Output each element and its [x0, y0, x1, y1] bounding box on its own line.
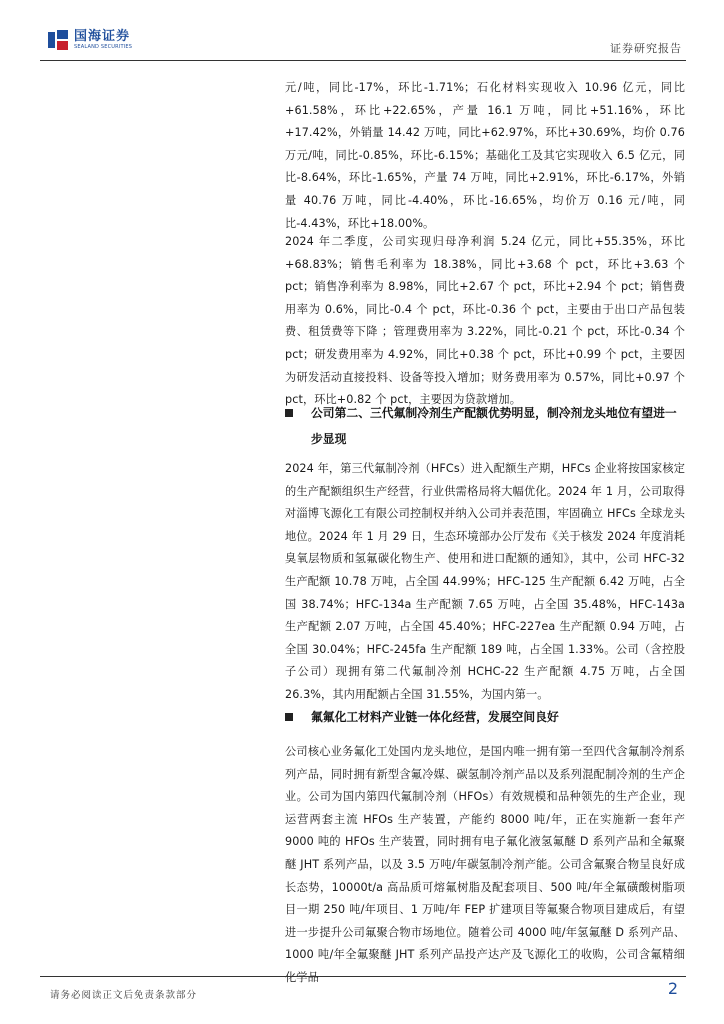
section-heading-chain: [285, 704, 685, 730]
paragraph-block-3: [285, 458, 685, 707]
logo-mark-icon: [48, 30, 68, 50]
paragraph-q2-profit: 2024 年二季度，公司实现归母净利润 5.24 亿元，同比+55.35%，环比+68.83%；销售毛利率为 18.38%，同比+3.68 个 pct，环比+3.63 个 pct；销售净利率为 8.98%，同比+2.67 个 pct，环比+2.94 个 pct；销售费用率为 0.6%，同比-0.4 个 pct，环比-0.36 个 pct，主要由于出口产品包装费、租赁费等下降 ；管理费用率为 3.22%，同比-0.21 个 pct，环比-0.34 个 pct；研发费用率为 4.92%，同比+0.38 个 pct，环比+0.99 个 pct，主要因为研发活动直接投料、设备等投入增加；财务费用率为 0.57%，同比+0.97 个 pct，环比+0.82 个 pct，主要因为贷款增加。: [285, 235, 685, 407]
company-logo: [48, 30, 132, 50]
footer-disclaimer: 请务必阅读正文后免责条款部分: [50, 990, 198, 1001]
logo-name-cn: 国海证券: [74, 29, 131, 44]
paragraph-segment-revenue: 元/吨，同比-17%，环比-1.71%；石化材料实现收入 10.96 亿元，同比+61.58%，环比+22.65%，产量 16.1 万吨，同比+51.16%，环比+17.42%，外销量 14.42 万吨，同比+62.97%，环比+30.69%，均价 0.76 万元/吨，同比-0.85%，环比-6.15%；基础化工及其它实现收入 6.5 亿元，同比-8.64%，环比-1.65%，产量 74 万吨，同比+2.91%，环比-6.17%，外销量 40.76 万吨，同比-4.40%，环比-16.65%，均价万 0.16 元/吨，同比-4.43%，环比+18.00%。: [285, 81, 685, 230]
bullet-square-icon: [285, 713, 293, 721]
page-footer: [40, 976, 686, 1013]
logo-name-en: SEALAND SECURITIES: [74, 44, 133, 50]
bullet-square-icon: [285, 409, 293, 417]
report-type-label: 证券研究报告: [610, 42, 682, 55]
section-heading-quota: [285, 400, 685, 452]
paragraph-refrigerant-quota: 2024 年，第三代氟制冷剂（HFCs）进入配额生产期，HFCs 企业将按国家核定的生产配额组织生产经营，行业供需格局将大幅优化。2024 年 1 月，公司取得对淄博飞源化工有限公司控制权并纳入公司并表范围，牢固确立 HFCs 全球龙头地位。2024 年 1 月 29 日，生态环境部办公厅发布《关于核发 2024 年度消耗臭氧层物质和氢氟碳化物生产、使用和进口配额的通知》，其中，公司 HFC-32 生产配额 10.78 万吨，占全国 44.99%；HFC-125 生产配额 6.42 万吨，占全国 38.74%；HFC-134a 生产配额 7.65 万吨，占全国 35.48%，HFC-143a 生产配额 2.07 万吨，占全国 45.40%；HFC-227ea 生产配额 0.94 万吨，占全国 30.04%；HFC-245fa 生产配额 189 吨，占全国 1.33%。公司（含控股子公司）现拥有第二代氟制冷剂 HCHC-22 生产配额 4.75 万吨，占全国 26.3%，其内用配额占全国 31.55%，为国内第一。: [285, 462, 685, 701]
page-number: 2: [667, 979, 678, 998]
paragraph-block-1: [285, 77, 685, 235]
paragraph-block-2: [285, 231, 685, 412]
section-heading-text: 氟氟化工材料产业链一体化经营，发展空间良好: [311, 710, 559, 724]
section-heading-text: 公司第二、三代氟制冷剂生产配额优势明显，制冷剂龙头地位有望进一步显现: [311, 406, 677, 446]
page-header: [40, 24, 686, 61]
paragraph-core-business: 公司核心业务氟化工处国内龙头地位，是国内唯一拥有第一至四代含氟制冷剂系列产品，同时拥有新型含氟冷媒、碳氢制冷剂产品以及系列混配制冷剂的生产企业。公司为国内第四代氟制冷剂（HFOs）有效规模和品种领先的生产企业，现运营两套主流 HFOs 生产装置，产能约 8000 吨/年，正在实施新一套年产 9000 吨的 HFOs 生产装置，同时拥有电子氟化液氢氟醚 D 系列产品和全氟聚醚 JHT 系列产品，以及 3.5 万吨/年碳氢制冷剂产能。公司含氟聚合物呈良好成长态势，10000t/a 高品质可熔氟树脂及配套项目、500 吨/年全氟磺酸树脂项目一期 250 吨/年项目、1 万吨/年 FEP 扩建项目等氟聚合物项目建成后，有望进一步提升公司氟聚合物市场地位。随着公司 4000 吨/年氢氟醚 D 系列产品、1000 吨/年全氟聚醚 JHT 系列产品投产达产及飞源化工的收购，公司含氟精细化学品: [285, 745, 685, 984]
paragraph-block-4: [285, 741, 685, 990]
